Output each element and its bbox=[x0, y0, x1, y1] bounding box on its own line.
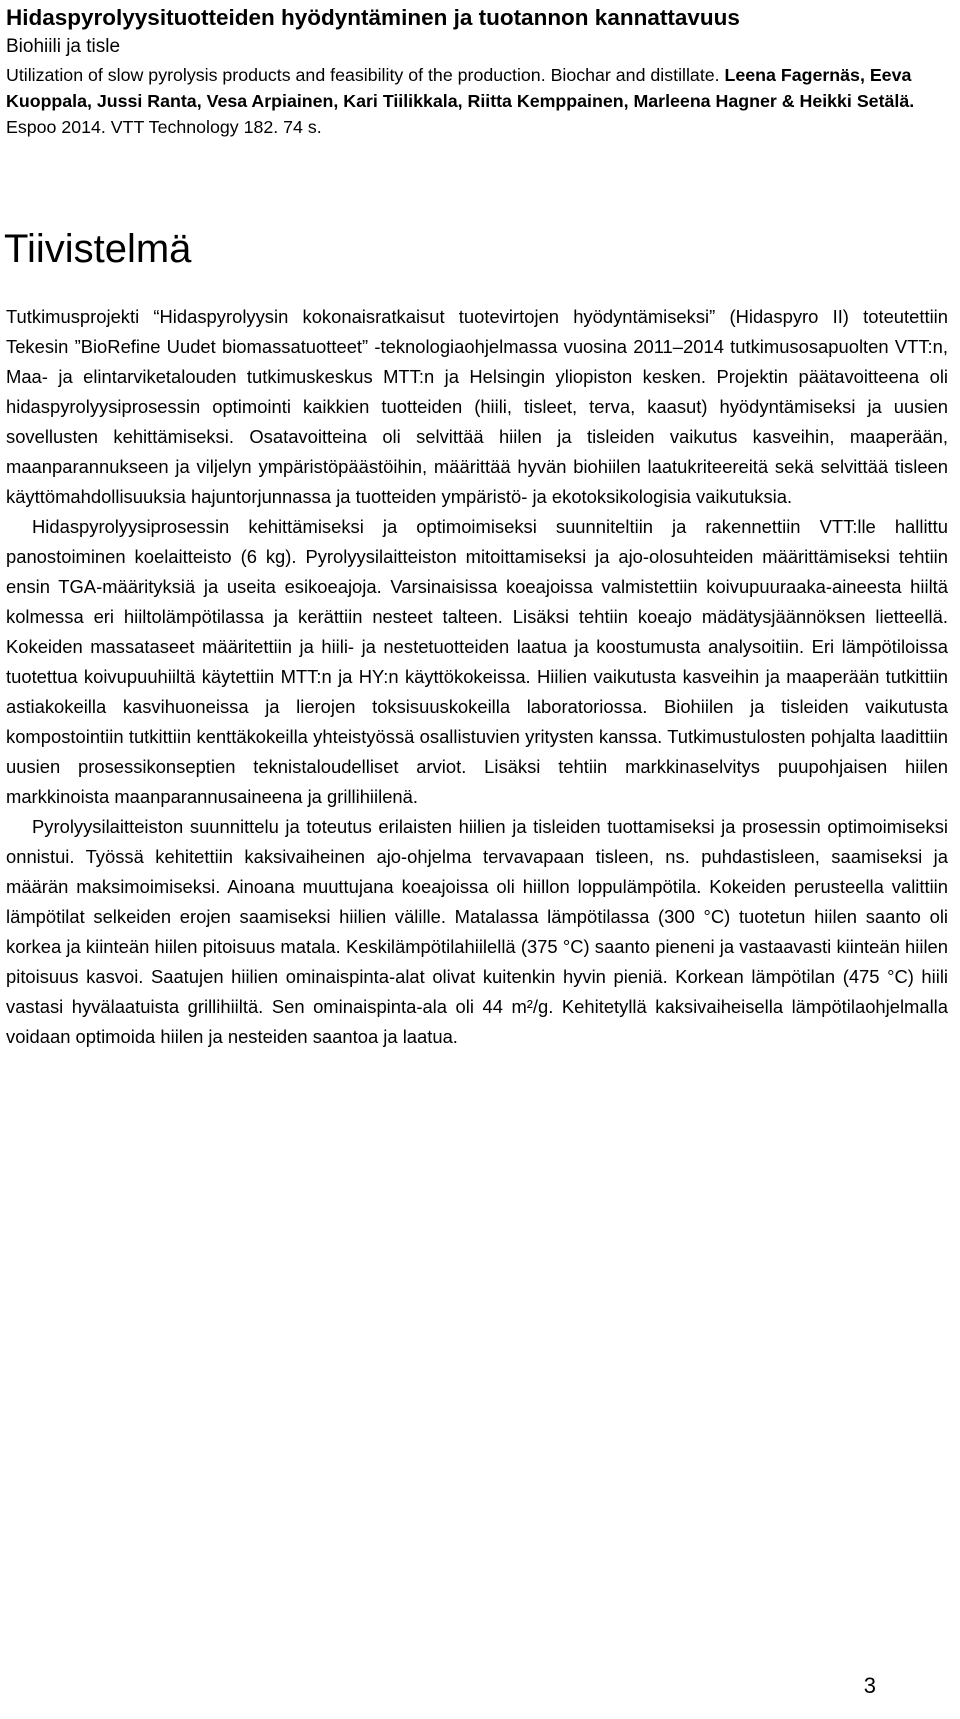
page-number: 3 bbox=[863, 1673, 876, 1698]
paragraph: Hidaspyrolyysiprosessin kehittämiseksi ja optimoimiseksi suunniteltiin ja rakennettiin VTT:lle hallittu panostoiminen koelaitteisto (6 kg). Pyrolyysilaitteiston mitoittamiseksi ja ajo-olosuhteiden määrittämiseksi tehtiin ensin TGA-määrityksiä ja useita esikoeajoja. Varsinaisissa koeajoissa valmistettiin koivupuuraaka-aineesta hiiltä kolmessa eri hiiltolämpötilassa ja kerättiin nesteet talteen. Lisäksi tehtiin koeajo mädätysjäännöksen lietteellä. Kokeiden massataseet määritettiin ja hiili- ja nestetuotteiden laatua ja koostumusta analysoitiin. Eri lämpötiloissa tuotettua koivupuuhiiltä käytettiin MTT:n ja HY:n käyttökokeissa. Hiilien vaikutusta kasveihin ja maaperään tutkittiin astiakokeilla kasvihuoneissa ja lierojen toksisuuskokeilla laboratoriossa. Biohiilen ja tisleiden vaikutusta kompostointiin tutkittiin kenttäkokeilla yhteistyössä osallistuvien yritysten kanssa. Tutkimustulosten pohjalta laadittiin uusien prosessikonseptien teknistaloudelliset arviot. Lisäksi tehtiin markkinaselvitys puupohjaisen hiilen markkinoista maanparannusaineena ja grillihiilenä. bbox=[6, 516, 948, 807]
english-title: Utilization of slow pyrolysis products and feasibility of the production. Biochar and distillate. bbox=[6, 65, 720, 85]
abstract-body bbox=[6, 302, 948, 1052]
report-title: Hidaspyrolyysituotteiden hyödyntäminen ja tuotannon kannattavuus bbox=[6, 5, 740, 30]
publication-info: Espoo 2014. VTT Technology 182. 74 s. bbox=[6, 117, 322, 137]
bibliographic-info bbox=[6, 62, 954, 140]
paragraph: Pyrolyysilaitteiston suunnittelu ja toteutus erilaisten hiilien ja tisleiden tuottamiseksi ja prosessin optimoimiseksi onnistui. Työssä kehitettiin kaksivaiheinen ajo-ohjelma tervavapaan tisleen, ns. puhdastisleen, saamiseksi ja määrän maksimoimiseksi. Ainoana muuttujana koeajoissa oli hiillon loppulämpötila. Kokeiden perusteella valittiin lämpötilat selkeiden erojen saamiseksi hiilien välille. Matalassa lämpötilassa (300 °C) tuotetun hiilen saanto oli korkea ja kiinteän hiilen pitoisuus matala. Keskilämpötilahiilellä (375 °C) saanto pieneni ja vastaavasti kiinteän hiilen pitoisuus kasvoi. Saatujen hiilien ominaispinta-alat olivat kuitenkin hyvin pieniä. Korkean lämpötilan (475 °C) hiili vastasi hyvälaatuista grillihiiltä. Sen ominaispinta-ala oli 44 m²/g. Kehitetyllä kaksivaiheisella lämpötilaohjelmalla voidaan optimoida hiilen ja nesteiden saantoa ja laatua. bbox=[6, 816, 948, 1047]
paragraph: Tutkimusprojekti “Hidaspyrolyysin kokonaisratkaisut tuotevirtojen hyödyntämiseksi” (Hidaspyro II) toteutettiin Tekesin ”BioRefine Uudet biomassatuotteet” -teknologiaohjelmassa vuosina 2011–2014 tutkimusosapuolten VTT:n, Maa- ja elintarviketalouden tutkimuskeskus MTT:n ja Helsingin yliopiston kesken. Projektin päätavoitteena oli hidaspyrolyysiprosessin optimointi kaikkien tuotteiden (hiili, tisleet, terva, kaasut) hyödyntämiseksi ja uusien sovellusten kehittämiseksi. Osatavoitteina oli selvittää hiilen ja tisleiden vaikutus kasveihin, maaperään, maanparannukseen ja viljelyn ympäristöpäästöihin, määrittää hyvän biohiilen laatukriteereitä sekä selvittää tisleen käyttömahdollisuuksia hajuntorjunnassa ja tuotteiden ympäristö- ja ekotoksikologisia vaikutuksia. bbox=[6, 306, 948, 507]
report-subtitle: Biohiili ja tisle bbox=[6, 36, 121, 57]
section-heading: Tiivistelmä bbox=[4, 227, 192, 271]
authors: Leena Fagernäs, Eeva Kuoppala, Jussi Ranta, Vesa Arpiainen, Kari Tiilikkala, Riitta Kemppainen, Marleena Hagner & Heikki Setälä. bbox=[6, 65, 915, 111]
